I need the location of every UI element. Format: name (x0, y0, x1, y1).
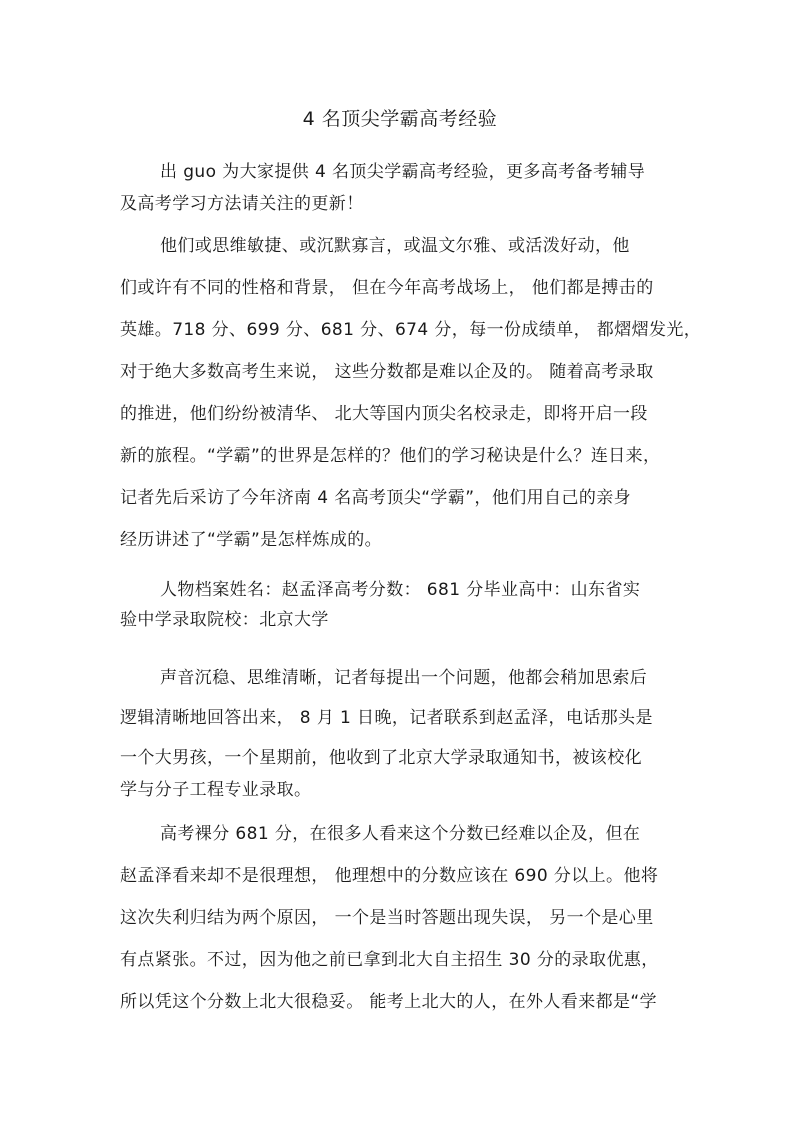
text-line: 一个大男孩，一个星期前，他收到了北京大学录取通知书，被该校化 (120, 748, 642, 768)
text-line: 高考裸分 681 分，在很多人看来这个分数已经难以企及，但在 (160, 824, 641, 844)
document-title: 4 名顶尖学霸高考经验 (302, 108, 498, 130)
text-line: 的推进，他们纷纷被清华、 北大等国内顶尖名校录走，即将开启一段 (120, 404, 648, 424)
text-line: 声音沉稳、思维清晰，记者每提出一个问题，他都会稍加思索后 (160, 668, 648, 688)
text-line: 经历讲述了“学霸”是怎样炼成的。 (120, 530, 383, 550)
text-line: 新的旅程。“学霸”的世界是怎样的？他们的学习秘诀是什么？连日来， (120, 446, 661, 466)
text-line: 及高考学习方法请关注的更新！ (120, 194, 364, 214)
text-line: 赵孟泽看来却不是很理想， 他理想中的分数应该在 690 分以上。他将 (120, 866, 659, 886)
text-line: 出 guo 为大家提供 4 名顶尖学霸高考经验，更多高考备考辅导 (160, 162, 646, 182)
text-line: 验中学录取院校：北京大学 (120, 610, 329, 630)
text-line: 有点紧张。不过，因为他之前已拿到北大自主招生 30 分的录取优惠， (120, 950, 659, 970)
text-line: 对于绝大多数高考生来说， 这些分数都是难以企及的。 随着高考录取 (120, 362, 654, 382)
text-line: 学与分子工程专业录取。 (120, 780, 312, 800)
text-line: 这次失利归结为两个原因， 一个是当时答题出现失误， 另一个是心里 (120, 908, 654, 928)
text-line: 人物档案姓名：赵孟泽高考分数： 681 分毕业高中：山东省实 (160, 580, 641, 600)
text-line: 记者先后采访了今年济南 4 名高考顶尖“学霸”，他们用自己的亲身 (120, 488, 632, 508)
text-line: 英雄。718 分、699 分、681 分、674 分，每一份成绩单， 都熠熠发光， (120, 320, 702, 340)
text-line: 所以凭这个分数上北大很稳妥。 能考上北大的人，在外人看来都是“学 (120, 992, 658, 1012)
text-line: 他们或思维敏捷、或沉默寡言，或温文尔雅、或活泼好动，他 (160, 236, 630, 256)
text-line: 们或许有不同的性格和背景， 但在今年高考战场上， 他们都是搏击的 (120, 278, 654, 298)
text-line: 逻辑清晰地回答出来， 8 月 1 日晚，记者联系到赵孟泽，电话那头是 (120, 708, 653, 728)
